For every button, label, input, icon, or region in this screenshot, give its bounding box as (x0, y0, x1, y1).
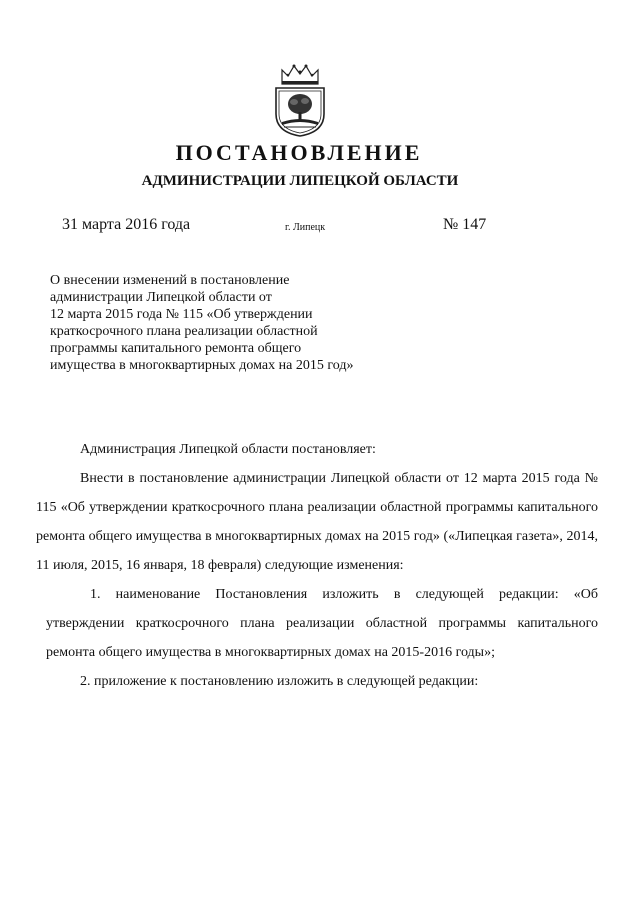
main-paragraph: Внести в постановление администрации Липецкой области от 12 марта 2015 года № 115 «Об утверждении краткосрочного плана реализации областной программы капитального ремонта общего имущества в многоквартирных домах на 2015 год» («Липецкая газета», 2014, 11 июля, 2015, 16 января, 18 февраля) следующие изменения: (36, 471, 598, 573)
coat-of-arms-emblem (268, 62, 332, 138)
amendment-item-1: 1. наименование Постановления изложить в следующей редакции: «Об утверждении краткосрочного плана реализации областной программы капитального ремонта общего имущества в многоквартирных домах на 2015-2016 годы»; (46, 587, 598, 660)
document-body (36, 435, 598, 696)
subject-line: имущества в многоквартирных домах на 2015 год» (50, 358, 354, 373)
preamble-paragraph: Администрация Липецкой области постановляет: (80, 442, 376, 457)
document-subtitle: АДМИНИСТРАЦИИ ЛИПЕЦКОЙ ОБЛАСТИ (141, 173, 459, 189)
document-title: ПОСТАНОВЛЕНИЕ (175, 140, 423, 165)
subject-line: программы капитального ремонта общего (50, 341, 302, 356)
document-place: г. Липецк (285, 222, 326, 233)
document-date: 31 марта 2016 года (62, 216, 191, 233)
subject-line: краткосрочного плана реализации областной (50, 324, 318, 339)
subject-line: 12 марта 2015 года № 115 «Об утверждении (50, 307, 313, 322)
document-number: № 147 (443, 216, 487, 233)
subject-line: администрации Липецкой области от (50, 290, 272, 305)
document-subject (50, 272, 450, 374)
subject-line: О внесении изменений в постановление (50, 273, 290, 288)
amendment-item-2: 2. приложение к постановлению изложить в следующей редакции: (80, 674, 479, 689)
coat-of-arms-icon (268, 62, 332, 138)
